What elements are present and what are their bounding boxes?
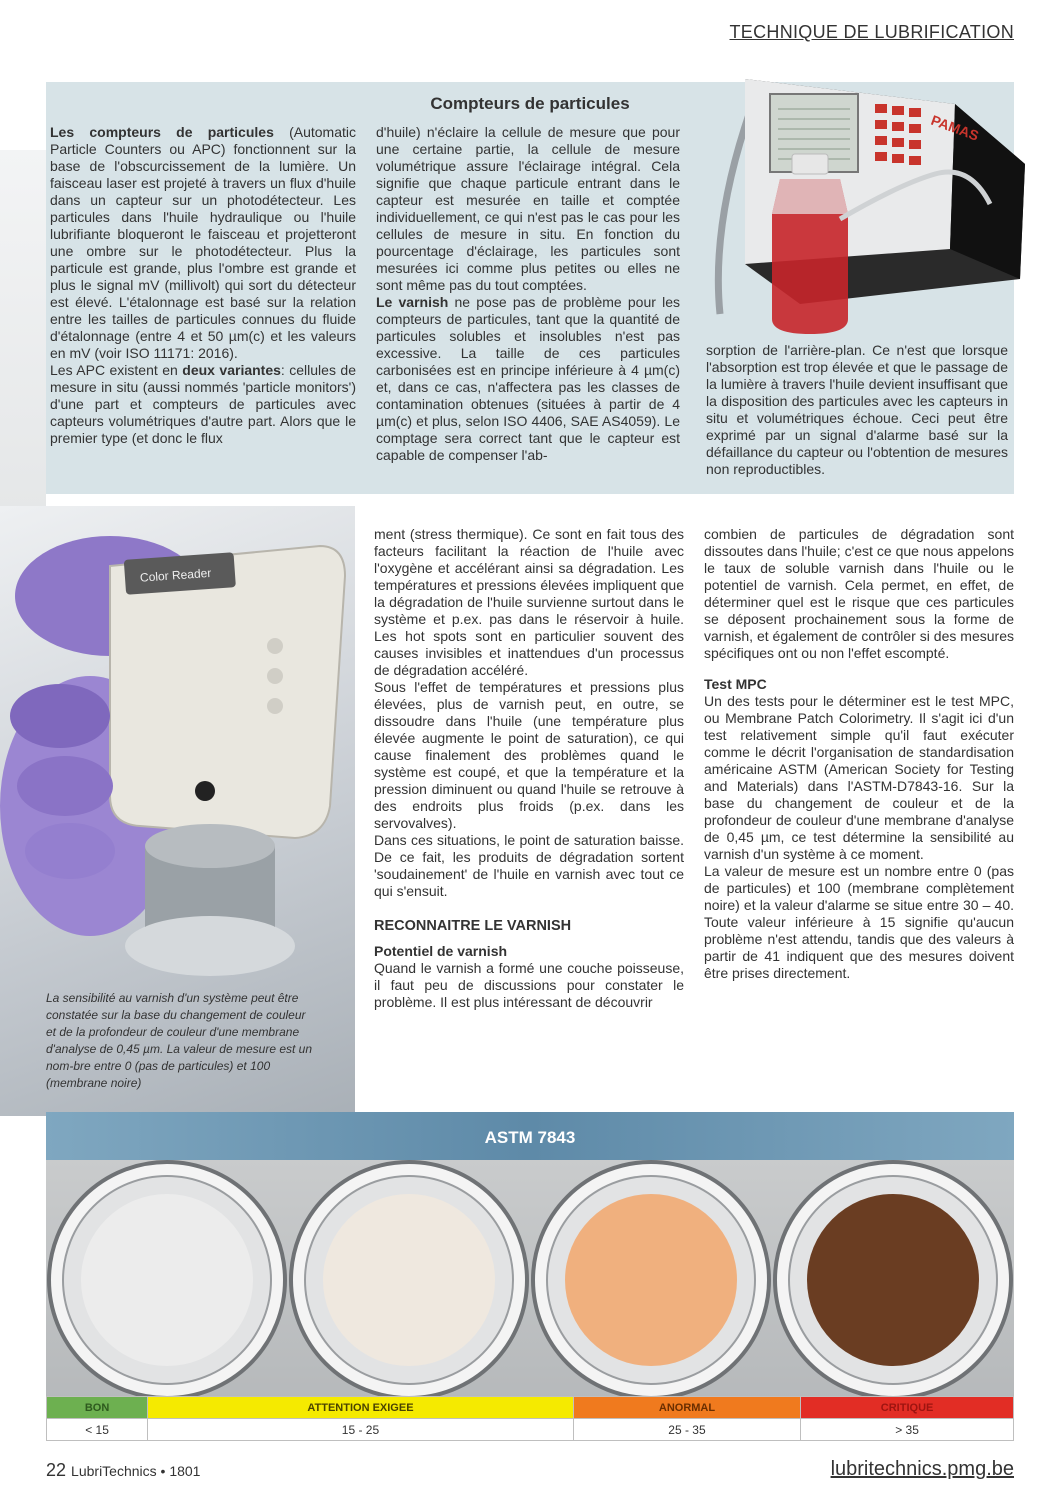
body-paragraph: Dans ces situations, le point de saturation baisse. De ce fait, les produits de dégradation sortent 'soudainement' de l'huile en varnish avec tout ce qui s'ensuit. <box>374 832 684 899</box>
body-paragraph: combien de particules de dégradation sont dissoutes dans l'huile; c'est ce que nous appelons le taux de soluble varnish dans l'huile ou le potentiel de varnish. Cela permet, en effet, de déterminer quel est le risque que ces particules se déposent prochainement sous la forme de varnish, et également de contrôler si des mesures spécifiques ont ou non l'effet escompté. <box>704 526 1014 661</box>
footer-website-link[interactable]: lubritechnics.pmg.be <box>830 1458 1014 1480</box>
level-label-attention: ATTENTION EXIGEE <box>148 1397 574 1419</box>
membrane-patch <box>565 1194 737 1366</box>
device-label: Color Reader <box>139 565 212 585</box>
membrane-dishes-illustration <box>46 1160 1014 1400</box>
lead-term: Les compteurs de particules <box>50 124 274 140</box>
body-column-3 <box>704 526 1014 982</box>
pamas-particle-counter-image <box>700 64 1030 354</box>
publication-name: LubriTechnics • 1801 <box>71 1463 201 1479</box>
info-box-column-1 <box>50 124 356 447</box>
lead-term: Le varnish <box>376 294 449 310</box>
info-paragraph: Le varnish ne pose pas de problème pour les compteurs de particules, tant que la quantité de particules solubles et insolubles n'est pas excessive. La taille de ces particules carbonisées est en principe inférieure à 4 µm(c) et, dans ce cas, n'affectera pas les classes de contamination obtenues (situées à partir de 4 µm(c) et plus, selon ISO 4406, SAE AS4059). Le comptage sera correct tant que le capteur est capable de compenser l'ab- <box>376 294 680 463</box>
subsection-heading: Potentiel de varnish <box>374 943 508 959</box>
section-header: TECHNIQUE DE LUBRIFICATION <box>729 22 1014 42</box>
membrane-patch <box>323 1194 495 1366</box>
info-paragraph: sorption de l'arrière-plan. Ce n'est que lorsque l'absorption est trop élevée et que le passage de la lumière à travers l'huile devient insuffisant que la disposition des particules avec les capteurs in situ et volumétriques échoue. Ceci peut être exprimé par un signal d'alarme basé sur la défaillance du capteur ou l'obtention de mesures non reproductibles. <box>706 342 1008 477</box>
membrane-patch <box>81 1194 253 1366</box>
level-label-anormal: ANORMAL <box>573 1397 800 1419</box>
info-box-column-3 <box>706 342 1008 478</box>
photo-caption: La sensibilité au varnish d'un système peut être constatée sur la base du changement de couleur et de la profondeur de couleur d'une membrane d'analyse de 0,45 µm. La valeur de mesure est un nom-bre entre 0 (pas de particules) et 100 (membrane noire) <box>46 991 313 1090</box>
info-paragraph: Les compteurs de particules (Automatic Particle Counters ou APC) fonctionnent sur la base de l'obscurcissement de la lumière. Un faisceau laser est projeté à travers un flux d'huile dans un capteur sur un photodétecteur. Les particules dans l'huile hydraulique ou l'huile lubrifiante bloqueront le faisceau et projetteront une ombre sur le photodétecteur. Plus la particule est grande, plus l'ombre est grande et plus le signal mV (millivolt) qui sort du détecteur est élevé. L'étalonnage est basé sur la relation entre les tailles de particules connues du fluide d'étalonnage (entre 4 et 50 µm(c) et les valeurs en mV (voir ISO 11171: 2016). <box>50 124 356 361</box>
levels-range-row <box>47 1419 1014 1441</box>
level-label-critique: CRITIQUE <box>801 1397 1014 1419</box>
astm-title: ASTM 7843 <box>46 1112 1014 1160</box>
lead-term: deux variantes <box>182 362 281 378</box>
membrane-patch <box>807 1194 979 1366</box>
body-column-2 <box>374 526 684 1011</box>
level-range: < 15 <box>47 1419 148 1441</box>
body-paragraph: Quand le varnish a formé une couche poisseuse, il faut peu de discussions pour constater le problème. Il est plus intéressant de découvrir <box>374 960 684 1010</box>
level-range: > 35 <box>801 1419 1014 1441</box>
background-photo-strip <box>0 150 46 510</box>
level-range: 15 - 25 <box>148 1419 574 1441</box>
section-heading: RECONNAITRE LE VARNISH <box>374 918 572 934</box>
footer-publication <box>46 1460 200 1481</box>
page-number: 22 <box>46 1460 67 1480</box>
level-label-bon: BON <box>47 1397 148 1419</box>
info-paragraph: d'huile) n'éclaire la cellule de mesure que pour une certaine partie, la cellule de mesure volumétrique assure l'éclairage intégral. Cela signifie que chaque particule entrant dans le capteur est mesurée en taille et comptée individuellement, ce qui n'est pas le cas pour les cellules de mesure in situ. En fonction du pourcentage d'éclairage, les particules sont mesurées ici comme plus petites ou elles ne sont même pas du tout comptées. <box>376 124 680 293</box>
subsection-heading: Test MPC <box>704 676 767 692</box>
device-illustration <box>700 64 1030 354</box>
membrane-dishes <box>46 1160 1014 1400</box>
astm-panel <box>46 1112 1014 1440</box>
body-paragraph: ment (stress thermique). Ce sont en fait tous des facteurs facilitant la réaction de l'huile avec l'oxygène et accélérant ainsi sa dégradation. Les températures et pressions élevées impliquent que la dégradation de l'huile survienne surtout dans le système et p.ex. pas dans le réservoir à huile. Les hot spots sont en particulier souvent des causes invisibles et inattendues d'un processus de dégradation accéléré. <box>374 526 684 678</box>
level-range: 25 - 35 <box>573 1419 800 1441</box>
body-paragraph: La valeur de mesure est un nombre entre 0 (pas de particules) et 100 (membrane complètement noire) et la valeur d'alarme se situe entre 30 – 40. Toute valeur inférieure à 15 signifie qu'aucun problème n'est attendu, tandis que des valeurs à partir de 41 indiquent que des mesures doivent être prises directement. <box>704 863 1014 981</box>
device-brand-label: PAMAS <box>928 111 981 144</box>
info-paragraph: Les APC existent en deux variantes: cellules de mesure in situ (aussi nommés 'particle monitors') d'une part et compteurs de particules avec capteurs volumétriques d'autre part. Alors que le premier type (et donc le flux <box>50 362 356 446</box>
levels-header-row <box>47 1397 1014 1419</box>
body-paragraph: Un des tests pour le déterminer est le test MPC, ou Membrane Patch Colorimetry. Il s'agit ici d'un test relativement simple qu'il faut exécuter comme le décrit l'organisation de standardisation américaine ASTM (American Society for Testing and Materials) dans l'ASTM-D7843-16. Sur la base du changement de couleur et de la profondeur de couleur d'une membrane d'analyse de 0,45 µm, ce test détermine la sensibilité au varnish d'un système à ce moment. <box>704 693 1014 862</box>
info-box-column-2 <box>376 124 680 464</box>
body-paragraph: Sous l'effet de températures et pressions plus élevées, plus de varnish peut, en outre, se dissoudre dans l'huile (une température plus élevée augmente le point de saturation), ce qui cause finalement des problèmes quand le système est coupé, et que la température et la pression diminuent ou quand l'huile se retrouve à des endroits plus froids (p.ex. dans les servovalves). <box>374 679 684 831</box>
astm-levels-table <box>46 1396 1014 1441</box>
info-box-title: Compteurs de particules <box>430 94 630 113</box>
